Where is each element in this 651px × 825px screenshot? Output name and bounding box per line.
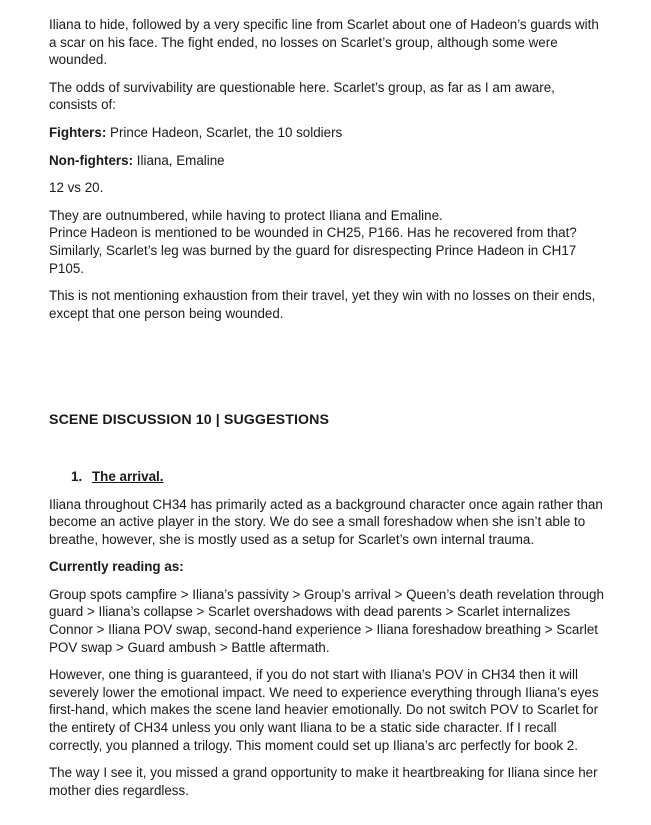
list-item-number: 1.: [71, 468, 83, 484]
paragraph-count: 12 vs 20.: [49, 180, 104, 196]
paragraph-pov-advice: However, one thing is guaranteed, if you do not start with Iliana’s POV in CH34 then it will severely lower the emotional impact. We need to experience everything through Iliana’s eyes first-hand, which makes the scene land heavier emotionally. Do not switch POV to Scarlet for the entirety of CH34 unless you only want Iliana to be a static side character. If I recall correctly, you planned a trilogy. This moment could set up Iliana’s arc perfectly for book 2.: [49, 667, 599, 753]
currently-reading-label: Currently reading as:: [49, 559, 184, 575]
wounds-line: Prince Hadeon is mentioned to be wounded in CH25, P166. Has he recovered from that? Similarly, Scarlet’s leg was burned by the guard for disrespecting Prince Hadeon in CH17 P105.: [49, 225, 577, 276]
paragraph-fight-summary: Iliana to hide, followed by a very specific line from Scarlet about one of Hadeon’s guards with a scar on his face. The fight ended, no losses on Scarlet’s group, although some were wounded.: [49, 17, 599, 68]
paragraph-missed-opportunity: The way I see it, you missed a grand opportunity to make it heartbreaking for Iliana since her mother dies regardless.: [49, 765, 598, 798]
nonfighters-text: Iliana, Emaline: [133, 152, 225, 168]
fighters-label: Fighters:: [49, 124, 107, 140]
nonfighters-line: [49, 152, 605, 170]
fighters-line: [49, 124, 605, 142]
nonfighters-label: Non-fighters:: [49, 152, 134, 168]
list-item-title: The arrival.: [92, 468, 164, 484]
document-page: [49, 16, 605, 809]
paragraph-exhaustion: This is not mentioning exhaustion from their travel, yet they win with no losses on their ends, except that one person being wounded.: [49, 288, 596, 321]
outnumbered-line: They are outnumbered, while having to protect Iliana and Emaline.: [49, 207, 443, 223]
section-heading: SCENE DISCUSSION 10 | SUGGESTIONS: [49, 412, 330, 429]
paragraph-outnumbered: [49, 207, 605, 277]
paragraph-reading-sequence: Group spots campfire > Iliana’s passivity > Group’s arrival > Queen’s death revelation through guard > Iliana’s collapse > Scarlet overshadows with dead parents > Scarlet internalizes Connor > Iliana POV swap, second-hand experience > Iliana foreshadow breathing > Scarlet POV swap > Guard ambush > Battle aftermath.: [49, 586, 604, 655]
section-spacer: [49, 332, 605, 412]
paragraph-background-character: Iliana throughout CH34 has primarily acted as a background character once again rather than become an active player in the story. We do see a small foreshadow when she isn’t able to breathe, however, she is mostly used as a setup for Scarlet’s own internal trauma.: [49, 496, 603, 547]
paragraph-odds: The odds of survivability are questionable here. Scarlet’s group, as far as I am aware, consists of:: [49, 79, 555, 113]
fighters-text: Prince Hadeon, Scarlet, the 10 soldiers: [106, 124, 343, 140]
list-item-arrival: [49, 468, 605, 486]
